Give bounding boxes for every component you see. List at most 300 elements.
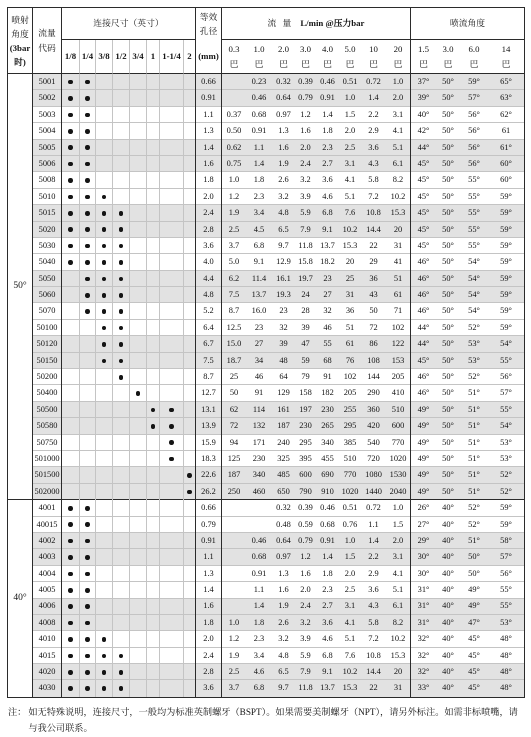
connection-cell	[96, 156, 113, 172]
pressure-unit: 巴	[345, 58, 355, 69]
flow-value: 158	[299, 388, 312, 398]
connection-cell	[96, 566, 113, 582]
flow-value	[222, 90, 246, 106]
flow-value: 0.51	[342, 76, 358, 86]
connection-cell	[113, 533, 130, 549]
filled-dot-icon	[119, 244, 124, 249]
spray-angle-value: 55°	[500, 404, 512, 414]
filled-dot-icon	[68, 539, 73, 544]
flow-code: 4002	[33, 533, 62, 549]
flow-value: 79	[301, 372, 310, 382]
flow-value: 187	[277, 421, 290, 431]
spray-angle-value: 50°	[442, 273, 454, 283]
spray-angle-value: 30°	[417, 552, 430, 562]
spray-angle-value: 50°	[442, 453, 454, 463]
connection-cell	[147, 517, 160, 533]
spray-angle-value: 48°	[500, 683, 512, 693]
pressure-value: 3.0	[442, 43, 454, 54]
flow-value: 15.0	[226, 339, 242, 349]
filled-dot-icon	[68, 604, 73, 609]
flow-value: 23	[279, 306, 288, 316]
flow-value: 3.2	[300, 175, 311, 185]
flow-value: 1.9	[228, 208, 240, 218]
flow-value: 132	[252, 421, 266, 431]
connection-cell	[147, 451, 160, 467]
flow-value: 10.8	[366, 208, 381, 218]
connection-cell	[80, 140, 96, 156]
filled-dot-icon	[85, 244, 90, 249]
connection-cell	[80, 582, 96, 598]
connection-cell	[130, 664, 147, 680]
connection-cell	[147, 90, 160, 106]
footnote-text: 如无特殊说明，连接尺寸，一般均为标准英制螺牙（BSPT）。如果需要美制螺牙（NPT），请另外标注。如需非标喷嘴，请与我公司联系。	[28, 707, 518, 733]
spray-angle-value: 56°	[500, 372, 512, 382]
orifice-value: 2.8	[196, 664, 222, 680]
flow-value: 0.46	[251, 535, 267, 545]
connection-cell	[62, 123, 80, 139]
orifice-value: 12.7	[196, 385, 222, 401]
connection-cell	[184, 205, 196, 221]
section-angle-label: 50°	[8, 74, 33, 500]
flow-code: 5070	[33, 303, 62, 319]
connection-cell	[160, 648, 184, 664]
connection-cell	[62, 451, 80, 467]
flow-code: 4004	[33, 566, 62, 582]
flow-value: 11.4	[251, 273, 267, 283]
flow-value: 2.0	[344, 568, 356, 578]
flow-value: 15.3	[342, 240, 358, 250]
flow-value: 64	[279, 372, 288, 382]
filled-dot-icon	[68, 80, 73, 85]
flow-value: 650	[277, 486, 290, 496]
flow-value: 1.9	[278, 158, 289, 168]
filled-dot-icon	[68, 129, 73, 134]
flow-code: 4006	[33, 599, 62, 615]
flow-value: 0.75	[226, 158, 242, 168]
flow-value: 5.8	[368, 175, 379, 185]
filled-dot-icon	[68, 654, 73, 659]
connection-cell	[96, 615, 113, 631]
spray-angle-value: 49°	[417, 404, 430, 414]
spray-angle-value: 55°	[468, 208, 480, 218]
connection-cell	[80, 385, 96, 401]
connection-cell	[62, 435, 80, 451]
flow-value: 13.7	[251, 290, 267, 300]
connection-size-label: 2	[184, 40, 196, 74]
flow-value: 19.3	[276, 290, 291, 300]
connection-cell	[62, 74, 80, 90]
flow-value: 6.1	[386, 599, 411, 615]
pressure-value: 2.0	[278, 43, 289, 54]
filled-dot-icon	[68, 195, 73, 200]
flow-value: 1.5	[344, 552, 356, 562]
filled-dot-icon	[102, 244, 107, 249]
connection-cell	[184, 418, 196, 434]
spray-angle-value: 40°	[442, 601, 454, 611]
filled-dot-icon	[169, 457, 174, 462]
connection-cell	[160, 385, 184, 401]
flow-value: 720	[367, 453, 380, 463]
flow-value: 16.0	[251, 306, 267, 316]
connection-cell	[147, 222, 160, 238]
flow-value: 1.4	[253, 158, 265, 168]
spray-angle-header-line: 角度	[11, 28, 29, 39]
flow-value: 8.7	[228, 306, 240, 316]
pressure-unit: 巴	[501, 58, 511, 69]
flow-value: 2.7	[322, 601, 333, 611]
pressure-value: 4.0	[322, 43, 333, 54]
connection-cell	[147, 320, 160, 336]
connection-cell	[62, 336, 80, 352]
pressure-value: 14	[501, 43, 511, 54]
flow-value: 36	[369, 273, 378, 283]
flow-value: 0.59	[298, 519, 313, 529]
flow-value: 25	[229, 372, 239, 382]
flow-value	[222, 582, 246, 598]
orifice-value: 3.6	[196, 680, 222, 696]
connection-cell	[113, 238, 130, 254]
spray-angle-value: 50°	[442, 486, 454, 496]
connection-cell	[96, 435, 113, 451]
flow-pressure-label	[272, 40, 295, 74]
connection-cell	[96, 402, 113, 418]
connection-cell	[113, 189, 130, 205]
flow-value: 1.5	[344, 109, 356, 119]
flow-value: 2.5	[228, 667, 240, 677]
flow-value: 3.6	[368, 142, 379, 152]
connection-cell	[113, 271, 130, 287]
filled-dot-icon	[119, 260, 124, 265]
flow-value: 24	[301, 290, 310, 300]
connection-cell	[96, 189, 113, 205]
orifice-value: 8.7	[196, 369, 222, 385]
flow-value: 25	[345, 273, 355, 283]
connection-cell	[96, 287, 113, 303]
spray-angle-value: 56°	[468, 109, 480, 119]
filled-dot-icon	[68, 162, 73, 167]
flow-value: 2.4	[300, 158, 311, 168]
connection-cell	[147, 303, 160, 319]
orifice-value: 22.6	[196, 467, 222, 483]
flow-code: 50750	[33, 435, 62, 451]
spray-angle-value: 55°	[468, 240, 480, 250]
filled-dot-icon	[68, 588, 73, 593]
connection-cell	[80, 123, 96, 139]
spray-angle-value: 49°	[468, 601, 480, 611]
flow-value: 325	[277, 453, 290, 463]
flow-value: 2.0	[300, 585, 311, 595]
connection-cell	[147, 582, 160, 598]
flow-value: 8.2	[386, 615, 411, 631]
spray-angle-value: 50°	[468, 552, 480, 562]
connection-cell	[113, 648, 130, 664]
flow-value: 3.6	[322, 617, 333, 627]
flow-value: 0.79	[298, 93, 313, 103]
flow-value: 7.9	[300, 224, 311, 234]
filled-dot-icon	[136, 391, 141, 396]
pressure-unit: 巴	[393, 58, 403, 69]
connection-cell	[184, 664, 196, 680]
spray-angle-value: 37°	[417, 76, 430, 86]
flow-value: 1.9	[228, 650, 240, 660]
connection-cell	[113, 123, 130, 139]
spray-angle-value: 40°	[417, 109, 430, 119]
connection-cell	[80, 156, 96, 172]
flow-value: 455	[321, 453, 334, 463]
flow-value: 0.72	[366, 76, 381, 86]
orifice-value: 1.1	[196, 549, 222, 565]
flow-value: 39	[301, 322, 310, 332]
spray-angle-value: 49°	[417, 437, 430, 447]
flow-value: 18.7	[226, 355, 242, 365]
flow-value: 770	[343, 470, 357, 480]
filled-dot-icon	[68, 260, 73, 265]
flow-pressure-label	[295, 40, 316, 74]
flow-value: 3.4	[253, 208, 265, 218]
spray-angle-value: 45°	[468, 683, 480, 693]
flow-value: 230	[321, 404, 334, 414]
flow-value: 485	[277, 470, 290, 480]
spray-angle-value: 40°	[442, 535, 454, 545]
flow-value: 20	[386, 664, 411, 680]
filled-dot-icon	[102, 637, 107, 642]
flow-value: 1.2	[228, 191, 240, 201]
connection-cell	[184, 90, 196, 106]
flow-value: 0.23	[251, 76, 267, 86]
orifice-value: 4.8	[196, 287, 222, 303]
filled-dot-icon	[119, 654, 124, 659]
connection-cell	[147, 533, 160, 549]
filled-dot-icon	[102, 195, 107, 200]
flow-code: 5001	[33, 74, 62, 90]
flow-value: 6.1	[386, 156, 411, 172]
spray-angle-value: 51°	[468, 437, 480, 447]
connection-cell	[160, 599, 184, 615]
connection-cell	[113, 74, 130, 90]
connection-cell	[130, 385, 147, 401]
connection-cell	[184, 254, 196, 270]
flow-value: 2.5	[344, 142, 356, 152]
spray-angle-value: 61	[501, 126, 511, 136]
connection-cell	[96, 320, 113, 336]
connection-cell	[160, 172, 184, 188]
spray-angle-value: 50°	[442, 437, 454, 447]
connection-cell	[80, 254, 96, 270]
connection-cell	[184, 582, 196, 598]
filled-dot-icon	[85, 145, 90, 150]
spray-angle-value: 54°	[468, 290, 480, 300]
connection-cell	[96, 549, 113, 565]
filled-dot-icon	[68, 96, 73, 101]
filled-dot-icon	[151, 424, 156, 429]
connection-cell	[147, 107, 160, 123]
flow-value: 16.1	[276, 273, 291, 283]
flow-value: 0.32	[276, 76, 291, 86]
connection-cell	[96, 238, 113, 254]
filled-dot-icon	[68, 113, 73, 118]
spray-angle-value: 52°	[468, 519, 480, 529]
connection-cell	[80, 549, 96, 565]
connection-cell	[113, 467, 130, 483]
filled-dot-icon	[68, 637, 73, 642]
filled-dot-icon	[102, 359, 107, 364]
orifice-value: 2.0	[196, 631, 222, 647]
connection-cell	[113, 402, 130, 418]
flow-value: 2.0	[344, 126, 356, 136]
flow-value: 2.3	[322, 142, 333, 152]
flow-value: 265	[321, 421, 334, 431]
spray-angle-value: 50°	[442, 175, 454, 185]
flow-value: 0.91	[251, 568, 267, 578]
connection-cell	[80, 500, 96, 516]
filled-dot-icon	[85, 588, 90, 593]
connection-cell	[160, 418, 184, 434]
spray-angle-value: 40°	[442, 634, 454, 644]
flow-value: 91	[323, 372, 332, 382]
connection-cell	[80, 222, 96, 238]
flow-value: 1.2	[300, 109, 311, 119]
connection-cell	[160, 287, 184, 303]
spray-angle-value: 40°	[442, 617, 454, 627]
connection-cell	[62, 107, 80, 123]
flow-value: 15.3	[342, 683, 358, 693]
spray-angle-value: 48°	[500, 667, 512, 677]
flow-value: 1.0	[228, 175, 240, 185]
spray-angle-value: 55°	[468, 224, 480, 234]
flow-value: 510	[343, 453, 357, 463]
flow-pressure-label	[361, 40, 386, 74]
connection-size-label: 1/4	[80, 40, 96, 74]
filled-dot-icon	[68, 227, 73, 232]
flow-code-header	[33, 8, 62, 74]
flow-value: 340	[252, 470, 266, 480]
connection-cell	[130, 418, 147, 434]
connection-cell	[130, 205, 147, 221]
connection-cell	[96, 123, 113, 139]
connection-cell	[62, 320, 80, 336]
connection-cell	[160, 140, 184, 156]
connection-cell	[160, 549, 184, 565]
connection-cell	[130, 451, 147, 467]
connection-cell	[80, 566, 96, 582]
flow-value: 2.4	[300, 601, 311, 611]
connection-cell	[113, 303, 130, 319]
spray-angle-value: 56°	[468, 126, 480, 136]
spray-angle-value: 59°	[500, 273, 512, 283]
connection-cell	[62, 402, 80, 418]
connection-cell	[184, 189, 196, 205]
filled-dot-icon	[68, 555, 73, 560]
flow-value	[246, 517, 272, 533]
flow-code: 5030	[33, 238, 62, 254]
flow-value: 0.48	[276, 519, 291, 529]
flow-value: 1080	[365, 470, 382, 480]
spray-angle-value: 31°	[417, 617, 430, 627]
orifice-value: 0.91	[196, 90, 222, 106]
pressure-value: 0.3	[228, 43, 240, 54]
connection-cell	[130, 484, 147, 500]
flow-value: 2.0	[386, 533, 411, 549]
connection-cell	[113, 631, 130, 647]
spray-angle-value: 40°	[442, 503, 454, 513]
spray-angle-value: 31°	[417, 601, 430, 611]
flow-value: 0.51	[342, 503, 358, 513]
spray-angle-value: 59°	[500, 503, 512, 513]
flow-value: 7.6	[344, 650, 356, 660]
orifice-value: 7.5	[196, 353, 222, 369]
spray-angle-value: 51°	[468, 404, 480, 414]
flow-value: 5.1	[386, 582, 411, 598]
connection-cell	[130, 648, 147, 664]
connection-cell	[96, 451, 113, 467]
connection-cell	[62, 189, 80, 205]
spray-angle-value: 50°	[442, 142, 454, 152]
flow-value: 0.39	[298, 503, 313, 513]
flow-value: 0.97	[276, 552, 291, 562]
angle-pressure-label	[488, 40, 524, 74]
flow-value: 600	[386, 418, 411, 434]
filled-dot-icon	[68, 506, 73, 511]
flow-value: 29	[369, 257, 378, 267]
spray-angle-value: 50°	[442, 470, 454, 480]
flow-value: 34	[254, 355, 264, 365]
filled-dot-icon	[151, 408, 156, 413]
filled-dot-icon	[85, 277, 90, 282]
connection-cell	[62, 631, 80, 647]
filled-dot-icon	[85, 309, 90, 314]
connection-cell	[147, 123, 160, 139]
flow-value: 0.46	[251, 93, 267, 103]
flow-value: 1.0	[344, 93, 356, 103]
filled-dot-icon	[68, 686, 73, 691]
flow-value: 205	[343, 388, 357, 398]
flow-value: 9.1	[253, 257, 265, 267]
spray-angle-value: 40°	[442, 683, 454, 693]
connection-cell	[96, 205, 113, 221]
flow-pressure-label	[386, 40, 411, 74]
spray-angle-value: 53°	[500, 617, 512, 627]
flow-value: 3.2	[278, 634, 289, 644]
flow-value: 6.8	[322, 208, 333, 218]
flow-value: 7.5	[228, 290, 240, 300]
flow-value: 3.6	[368, 585, 379, 595]
flow-value: 43	[369, 290, 378, 300]
spray-angle-value: 50°	[442, 224, 454, 234]
flow-value: 0.37	[226, 109, 242, 119]
connection-cell	[147, 238, 160, 254]
flow-code: 40015	[33, 517, 62, 533]
connection-size-label: 3/8	[96, 40, 113, 74]
connection-cell	[113, 172, 130, 188]
connection-cell	[147, 369, 160, 385]
spray-angle-value: 50°	[442, 109, 454, 119]
flow-value: 6.5	[278, 667, 289, 677]
spray-angle-header	[8, 8, 33, 74]
spray-angle-value: 53°	[500, 437, 512, 447]
flow-code: 50150	[33, 353, 62, 369]
flow-value	[222, 500, 246, 516]
flow-code: 5010	[33, 189, 62, 205]
flow-value: 0.64	[276, 535, 291, 545]
flow-value: 1.4	[368, 535, 379, 545]
flow-value: 240	[277, 437, 290, 447]
flow-code: 4005	[33, 582, 62, 598]
connection-cell	[62, 222, 80, 238]
spray-angle-value: 45°	[417, 158, 430, 168]
connection-cell	[160, 517, 184, 533]
connection-cell	[113, 484, 130, 500]
spray-angle-value: 50°	[442, 158, 454, 168]
